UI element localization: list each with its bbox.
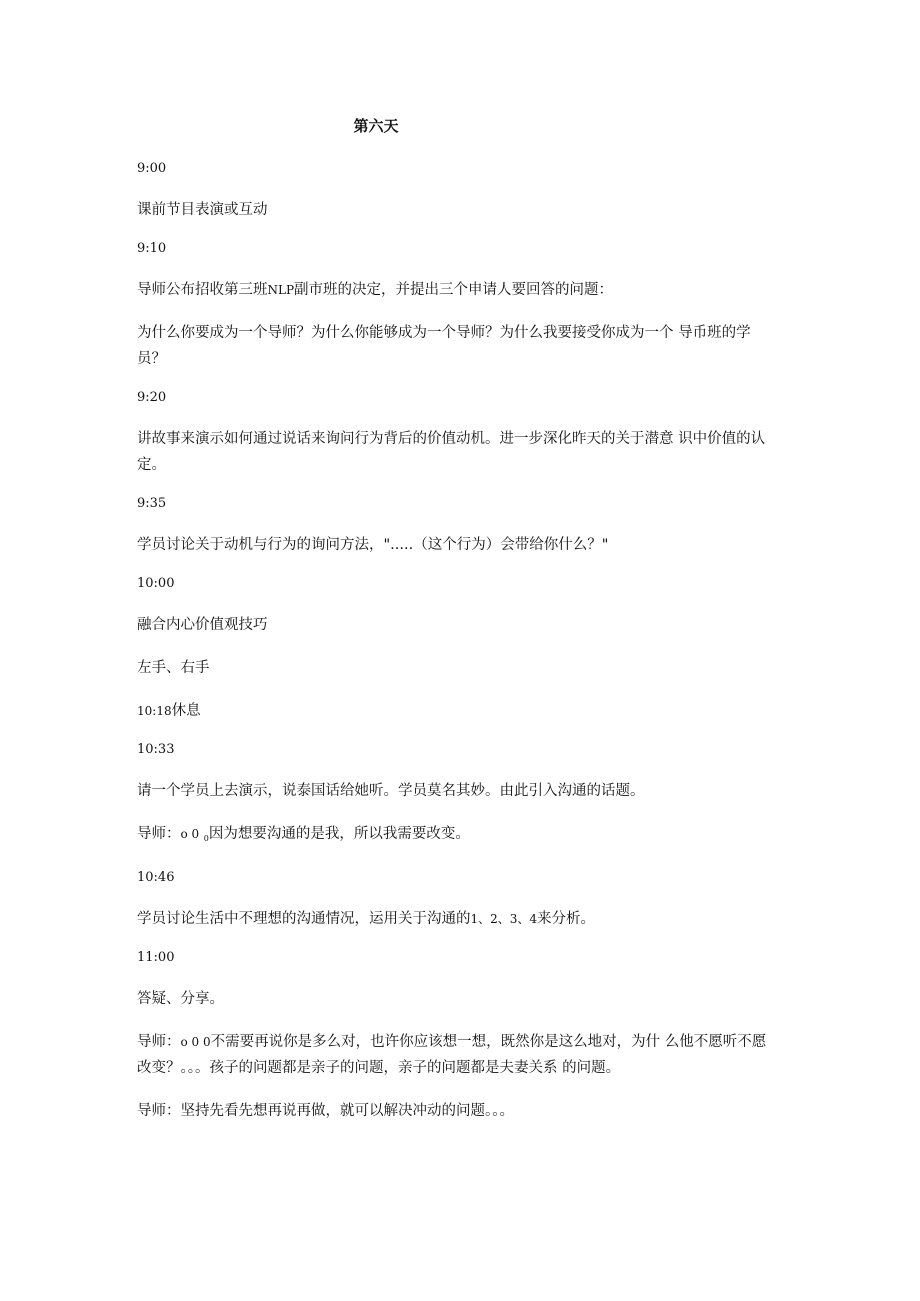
item-abbr: NLP — [267, 283, 295, 297]
schedule-item: 讲故事来演示如何通过说话来询问行为背后的价值动机。进一步深化昨天的关于潜意 识中价值的认定。 — [137, 431, 766, 473]
item-text: 导师公布招收第三班 — [137, 282, 268, 298]
item-text: 因为想要沟通的是我，所以我需要改变。 — [208, 826, 470, 842]
schedule-item: 导师：坚持先看先想再说再做，就可以解决冲动的问题。。。 — [137, 1103, 514, 1119]
schedule-item: 课前节目表演或互动 — [137, 202, 268, 218]
schedule-item — [137, 906, 777, 932]
item-text: 学员讨论关于动机与行为的询问方法， — [137, 537, 384, 553]
time-stamp-inline: 10:18 — [137, 704, 172, 718]
item-text: 学员讨论生活中不理想的沟通情况，运用关于沟通的 — [137, 911, 471, 927]
time-stamp: 11:00 — [137, 950, 175, 965]
time-stamp: 10:46 — [137, 870, 175, 885]
schedule-item — [137, 1029, 777, 1081]
time-stamp: 9:20 — [137, 390, 167, 405]
ellipsis-marks: o 0 — [180, 827, 200, 841]
ellipsis-sub: 0 — [203, 834, 209, 843]
ellipsis-marks: o 0 0 — [180, 1035, 211, 1049]
schedule-item — [137, 821, 777, 852]
schedule-item: 答疑、分享。 — [137, 991, 224, 1007]
time-stamp: 10:00 — [137, 576, 175, 591]
speaker-label: 导师： — [137, 1034, 181, 1050]
time-stamp: 9:10 — [137, 241, 167, 256]
schedule-item — [137, 532, 777, 558]
speaker-label: 导师： — [137, 826, 181, 842]
schedule-item: 为什么你要成为一个导师？为什么你能够成为一个导师？为什么我要接受你成为一个 导币班的学员？ — [137, 325, 751, 367]
schedule-content — [137, 160, 777, 1141]
item-quote: ".....（这个行为）会带给你什么？" — [383, 537, 609, 553]
schedule-item: 融合内心价值观技巧 — [137, 617, 268, 633]
item-text: 副市班的决定，并提出三个申请人要回答的问题： — [294, 282, 614, 298]
item-text: 休息 — [171, 703, 201, 719]
page-title: 第六天 — [353, 117, 399, 135]
item-text: 来分析。 — [537, 911, 596, 927]
item-text: 不需要再说你是多么对，也许你应该想一想，既然你是这么地对，为什 么他不愿听不愿改变？。。。孩子的问题都是亲子的问题，亲子的问题都是夫妻关系 的问题。 — [137, 1034, 767, 1076]
time-stamp: 9:00 — [137, 161, 167, 176]
schedule-item: 左手、右手 — [137, 660, 210, 676]
schedule-item — [137, 698, 777, 724]
schedule-item — [137, 277, 777, 303]
time-stamp: 10:33 — [137, 742, 175, 757]
time-stamp: 9:35 — [137, 496, 167, 511]
schedule-item: 请一个学员上去演示，说泰国话给她听。学员莫名其妙。由此引入沟通的话题。 — [137, 783, 645, 799]
item-numbers: 1、2、3、4 — [470, 912, 538, 926]
